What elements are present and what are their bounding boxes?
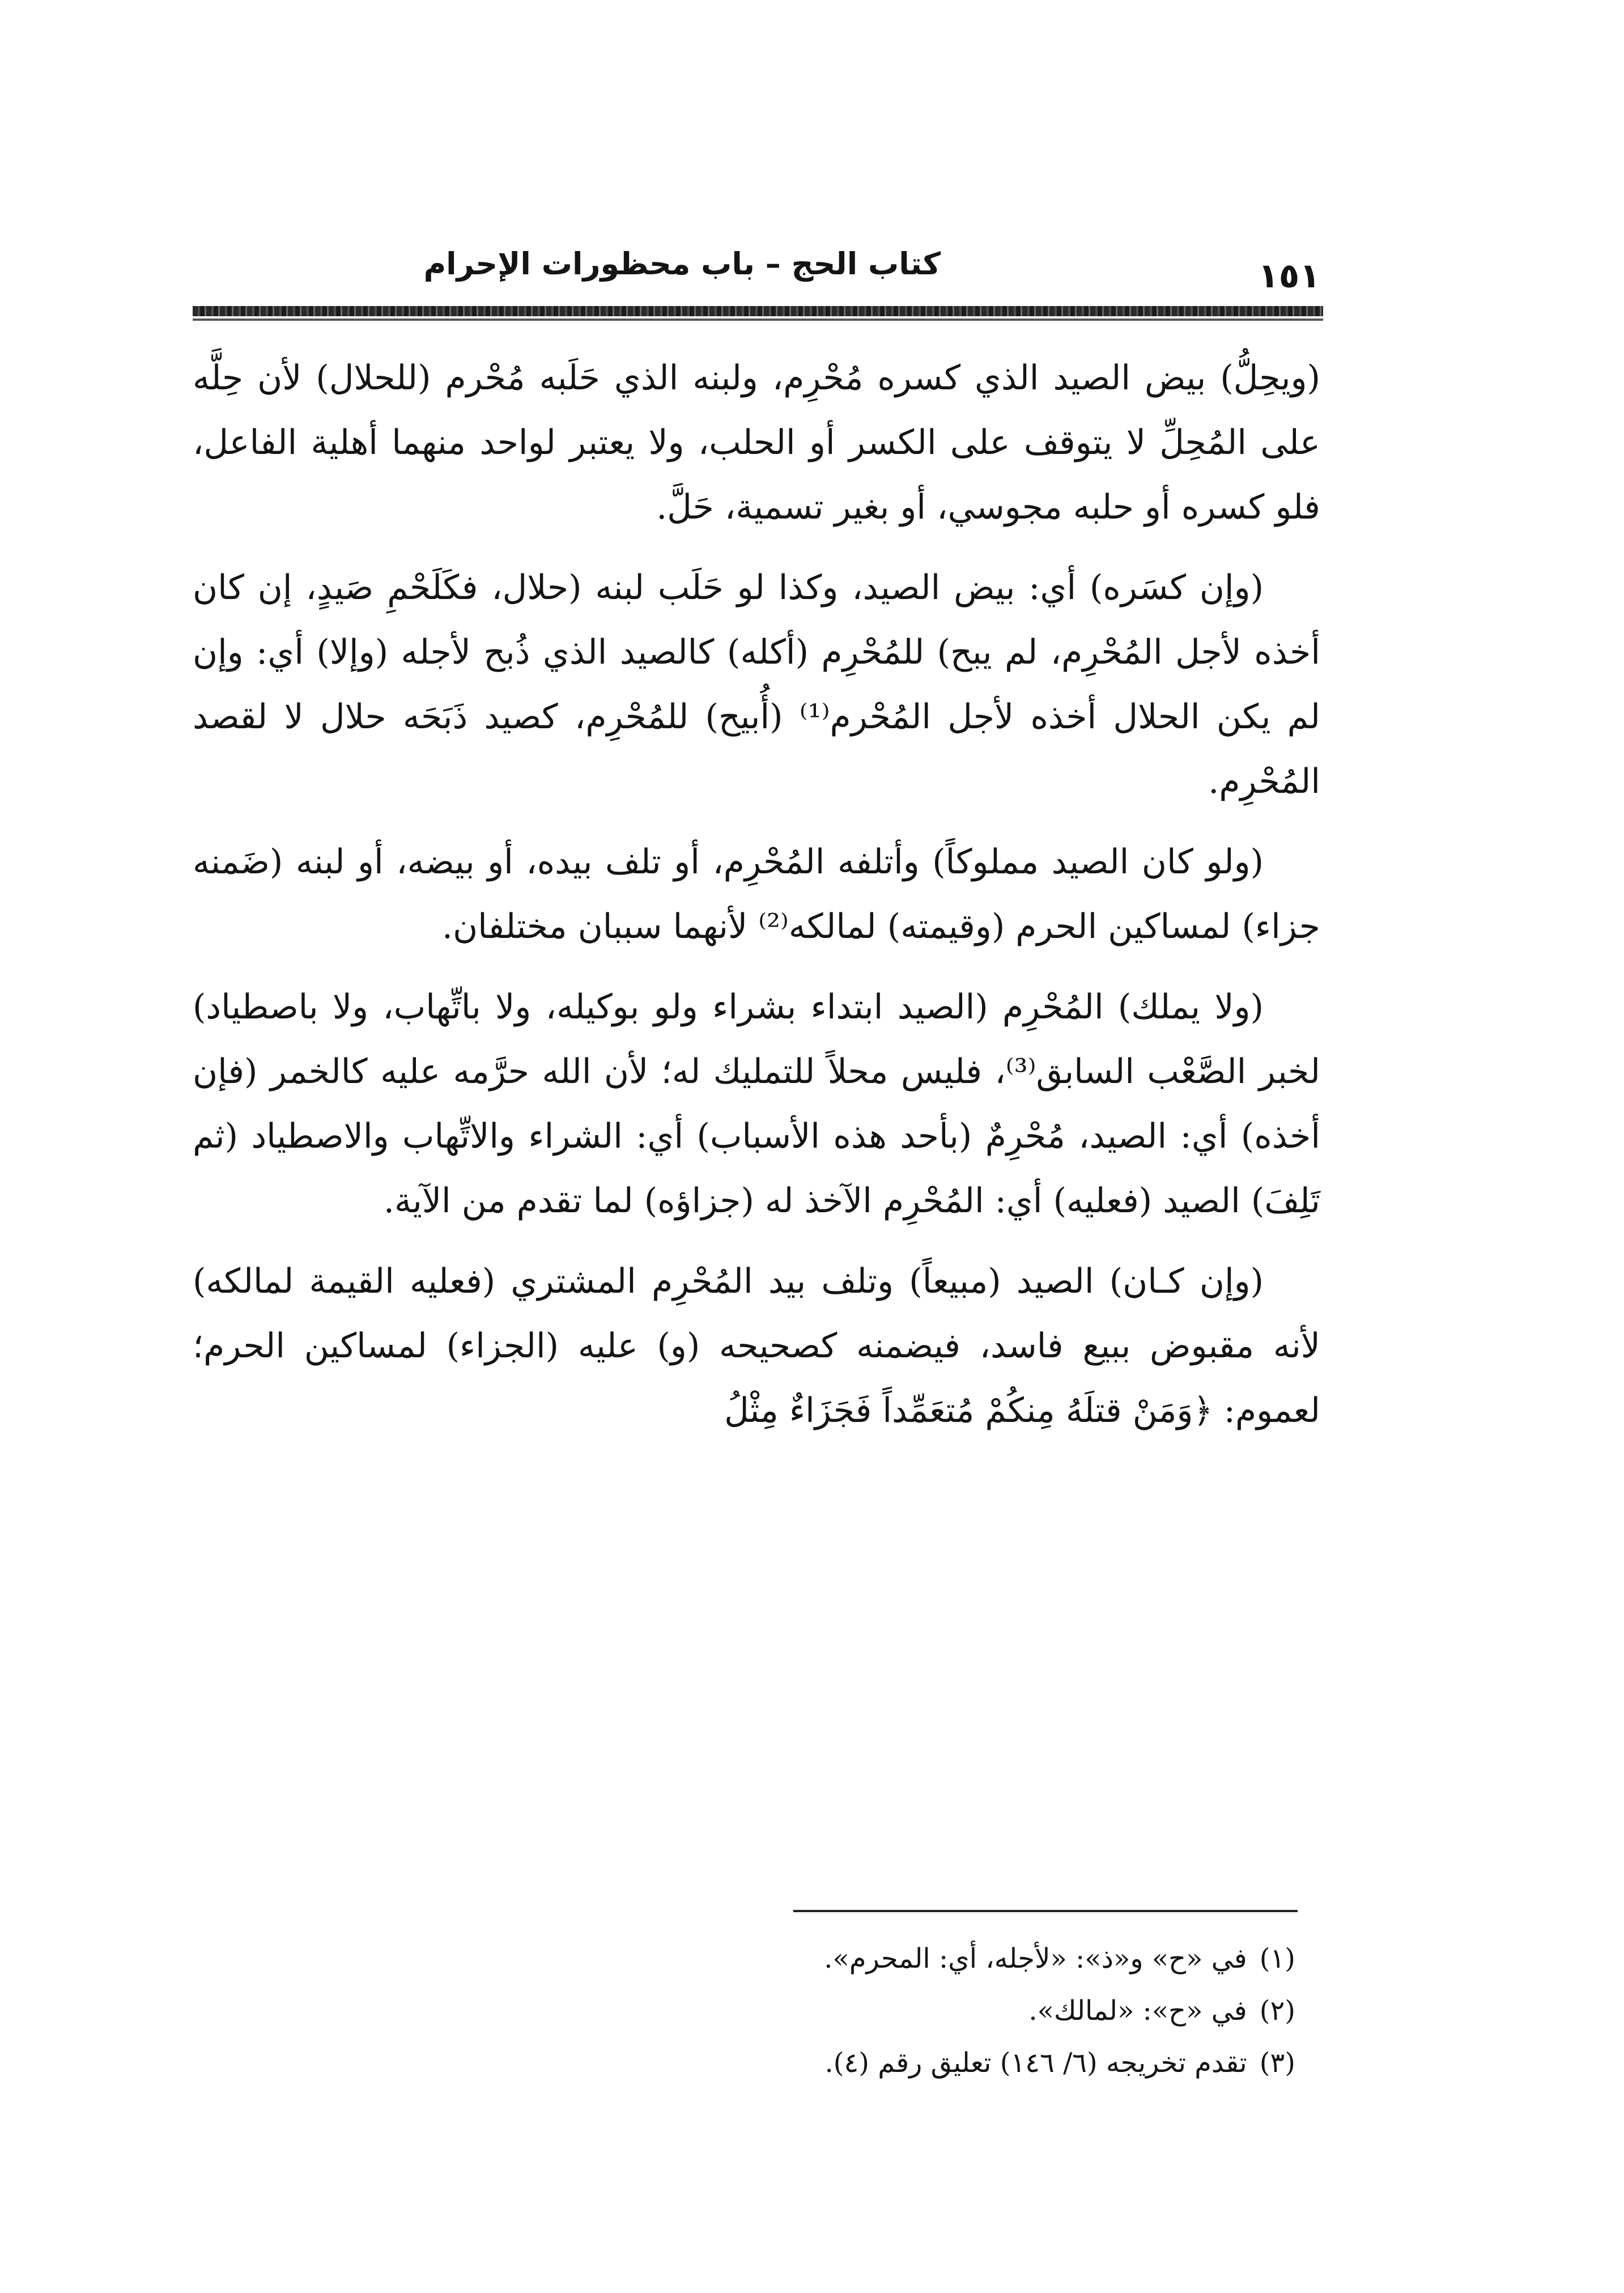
header-rule [193, 306, 1323, 316]
footnote [389, 1985, 1295, 2037]
footnote [389, 1933, 1295, 1985]
footnote-number: (٢) [1259, 1995, 1295, 2027]
running-header [193, 238, 1320, 295]
footnote-text: تقدم تخريجه (٦/ ١٤٦) تعليق رقم (٤). [824, 2047, 1247, 2079]
page-number: ١٥١ [1258, 256, 1320, 296]
footnotes [389, 1933, 1295, 2089]
paragraph: (وإن كسَره) أي: بيض الصيد، وكذا لو حَلَب لبنه (حلال، فكَلَحْمِ صَيدٍ، إن كان أخذه لأجل المُحْرِم، لم يبح) للمُحْرِم (أكله) كالصيد الذي ذُبح لأجله (وإلا) أي: وإن لم يكن الحلال أخذه لأجل المُحْرم⁽¹⁾ (أُبيح) للمُحْرِم، كصيد ذَبَحَه حلال لا لقصد المُحْرِم. [193, 568, 1320, 801]
footnote-separator [793, 1910, 1298, 1912]
header-rule-thin [193, 319, 1323, 321]
paragraph: (ولو كان الصيد مملوكاً) وأتلفه المُحْرِم، أو تلف بيده، أو بيضه، أو لبنه (ضَمنه جزاء) لمساكين الحرم (وقيمته) لمالكه⁽²⁾ لأنهما سببان مختلفان. [193, 842, 1320, 946]
footnote [389, 2037, 1295, 2089]
footnote-text: في «ح»: «لمالك». [1028, 1995, 1247, 2027]
footnote-number: (١) [1259, 1943, 1295, 1974]
paragraph: (ويحِلُّ) بيض الصيد الذي كسره مُحْرِم، ولبنه الذي حَلَبه مُحْرم (للحلال) لأن حِلَّه على المُحِلِّ لا يتوقف على الكسر أو الحلب، ولا يعتبر لواحد منهما أهلية الفاعل، فلو كسره أو حلبه مجوسي، أو بغير تسمية، حَلَّ. [193, 358, 1321, 527]
footnote-text: في «ح» و«ذ»: «لأجله، أي: المحرم». [824, 1943, 1247, 1974]
footnote-number: (٣) [1259, 2047, 1295, 2079]
paragraph: (ولا يملك) المُحْرِم (الصيد ابتداء بشراء ولو بوكيله، ولا باتِّهاب، ولا باصطياد) لخبر الصَّعْب السابق⁽³⁾، فليس محلاً للتمليك له؛ لأن الله حرَّمه عليه كالخمر (فإن أخذه) أي: الصيد، مُحْرِمٌ (بأحد هذه الأسباب) أي: الشراء والاتِّهاب والاصطياد (ثم تَلِفَ) الصيد (فعليه) أي: المُحْرِم الآخذ له (جزاؤه) لما تقدم من الآية. [193, 987, 1320, 1221]
main-text [193, 346, 1320, 1459]
chapter-title: كتاب الحج – باب محظورات الإحرام [423, 246, 941, 282]
paragraph: (وإن كـان) الصيد (مبيعاً) وتلف بيد المُحْرِم المشتري (فعليه القيمة لمالكه) لأنه مقبوض ببيع فاسد، فيضمنه كصحيحه (و) عليه (الجزاء) لمساكين الحرم؛ لعموم: ﴿وَمَنْ قتلَهُ مِنكُمْ مُتعَمِّداً فَجَزَاءٌ مِثْلُ [193, 1262, 1320, 1430]
